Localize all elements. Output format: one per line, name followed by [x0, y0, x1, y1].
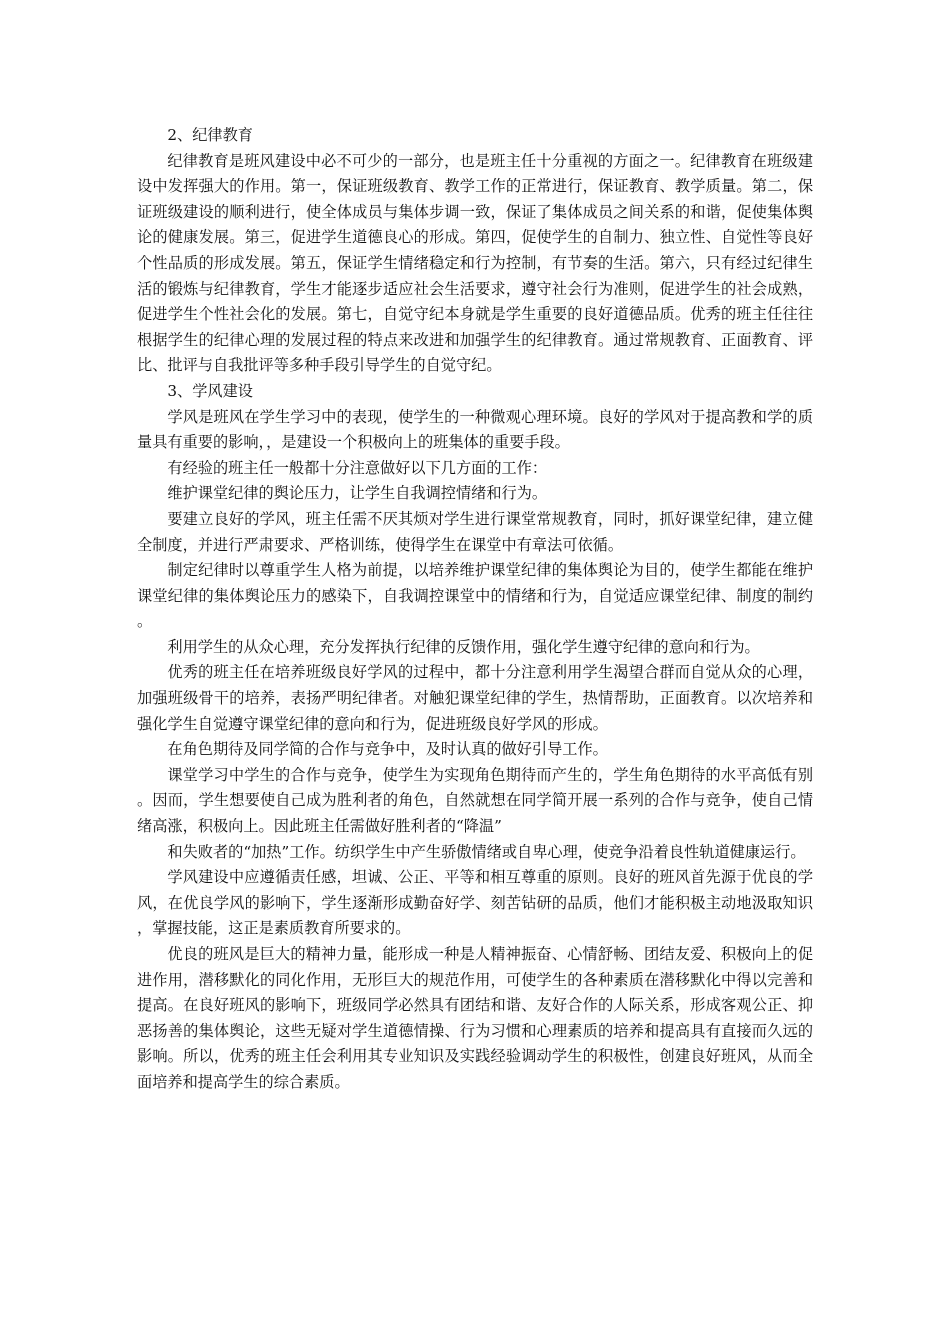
paragraph: 在角色期待及同学简的合作与竞争中，及时认真的做好引导工作。 [167, 740, 608, 759]
paragraph: 学风建设中应遵循责任感，坦诚、公正、平等和相互尊重的原则。良好的班风首先源于优良的学风，在优良学风的影响下，学生逐渐形成勤奋好学、刻苦钻研的品质，他们才能积极主动地汲取知识，掌握技能，这正是素质教育所要求的。 [137, 868, 813, 938]
section-heading-discipline: 2、纪律教育 [167, 126, 253, 144]
paragraph: 利用学生的从众心理，充分发挥执行纪律的反馈作用，强化学生遵守纪律的意向和行为。 [167, 637, 760, 656]
paragraph: 要建立良好的学风，班主任需不厌其烦对学生进行课堂常规教育，同时，抓好课堂纪律，建立健全制度，并进行严肃要求、严格训练，使得学生在课堂中有章法可依循。 [137, 509, 813, 554]
paragraph: 课堂学习中学生的合作与竞争，使学生为实现角色期待而产生的，学生角色期待的水平高低有别。因而，学生想要使自己成为胜利者的角色，自然就想在同学简开展一系列的合作与竞争，使自己情绪高涨，积极向上。因此班主任需做好胜利者的“降温” [137, 765, 813, 836]
paragraph: 优秀的班主任在培养班级良好学风的过程中，都十分注意利用学生渴望合群而自觉从众的心理，加强班级骨干的培养，表扬严明纪律者。对触犯课堂纪律的学生，热情帮助，正面教育。以次培养和强化学生自觉遵守课堂纪律的意向和行为，促进班级良好学风的形成。 [137, 663, 813, 733]
paragraph: 学风是班风在学生学习中的表现，使学生的一种微观心理环境。良好的学风对于提高教和学的质量具有重要的影响，，是建设一个积极向上的班集体的重要手段。 [137, 407, 813, 452]
paragraph-discipline-education: 纪律教育是班风建设中必不可少的一部分，也是班主任十分重视的方面之一。纪律教育在班级建设中发挥强大的作用。第一，保证班级教育、教学工作的正常进行，保证教育、教学质量。第二，保证班级建设的顺利进行，使全体成员与集体步调一致，保证了集体成员之间关系的和谐，促使集体舆论的健康发展。第三，促进学生道德良心的形成。第四，促使学生的自制力、独立性、自觉性等良好个性品质的形成发展。第五，保证学生情绪稳定和行为控制，有节奏的生活。第六，只有经过纪律生活的锻炼与纪律教育，学生才能逐步适应社会生活要求，遵守社会行为准则，促进学生的社会成熟，促进学生个性社会化的发展。第七，自觉守纪本身就是学生重要的良好道德品质。优秀的班主任往往根据学生的纪律心理的发展过程的特点来改进和加强学生的纪律教育。通过常规教育、正面教育、评比、批评与自我批评等多种手段引导学生的自觉守纪。 [137, 151, 813, 375]
paragraph: 有经验的班主任一般都十分注意做好以下几方面的工作： [167, 458, 548, 477]
section-heading-study-style: 3、学风建设 [167, 381, 253, 400]
paragraph: 和失败者的“加热”工作。纺织学生中产生骄傲情绪或自卑心理，使竞争沿着良性轨道健康运行。 [167, 842, 806, 861]
paragraph: 制定纪律时以尊重学生人格为前提，以培养维护课堂纪律的集体舆论为目的，使学生都能在维护课堂纪律的集体舆论压力的感染下，自我调控课堂中的情绪和行为，自觉适应课堂纪律、制度的制约。 [137, 561, 813, 631]
paragraph: 维护课堂纪律的舆论压力，让学生自我调控情绪和行为。 [167, 484, 548, 503]
document-page [137, 123, 813, 1096]
paragraph: 优良的班风是巨大的精神力量，能形成一种是人精神振奋、心情舒畅、团结友爱、积极向上的促进作用，潜移默化的同化作用，无形巨大的规范作用，可使学生的各种素质在潜移默化中得以完善和提高。在良好班风的影响下，班级同学必然具有团结和谐、友好合作的人际关系，形成客观公正、抑恶扬善的集体舆论，这些无疑对学生道德情操、行为习惯和心理素质的培养和提高具有直接而久远的影响。所以，优秀的班主任会利用其专业知识及实践经验调动学生的积极性，创建良好班风，从而全面培养和提高学生的综合素质。 [137, 945, 813, 1091]
